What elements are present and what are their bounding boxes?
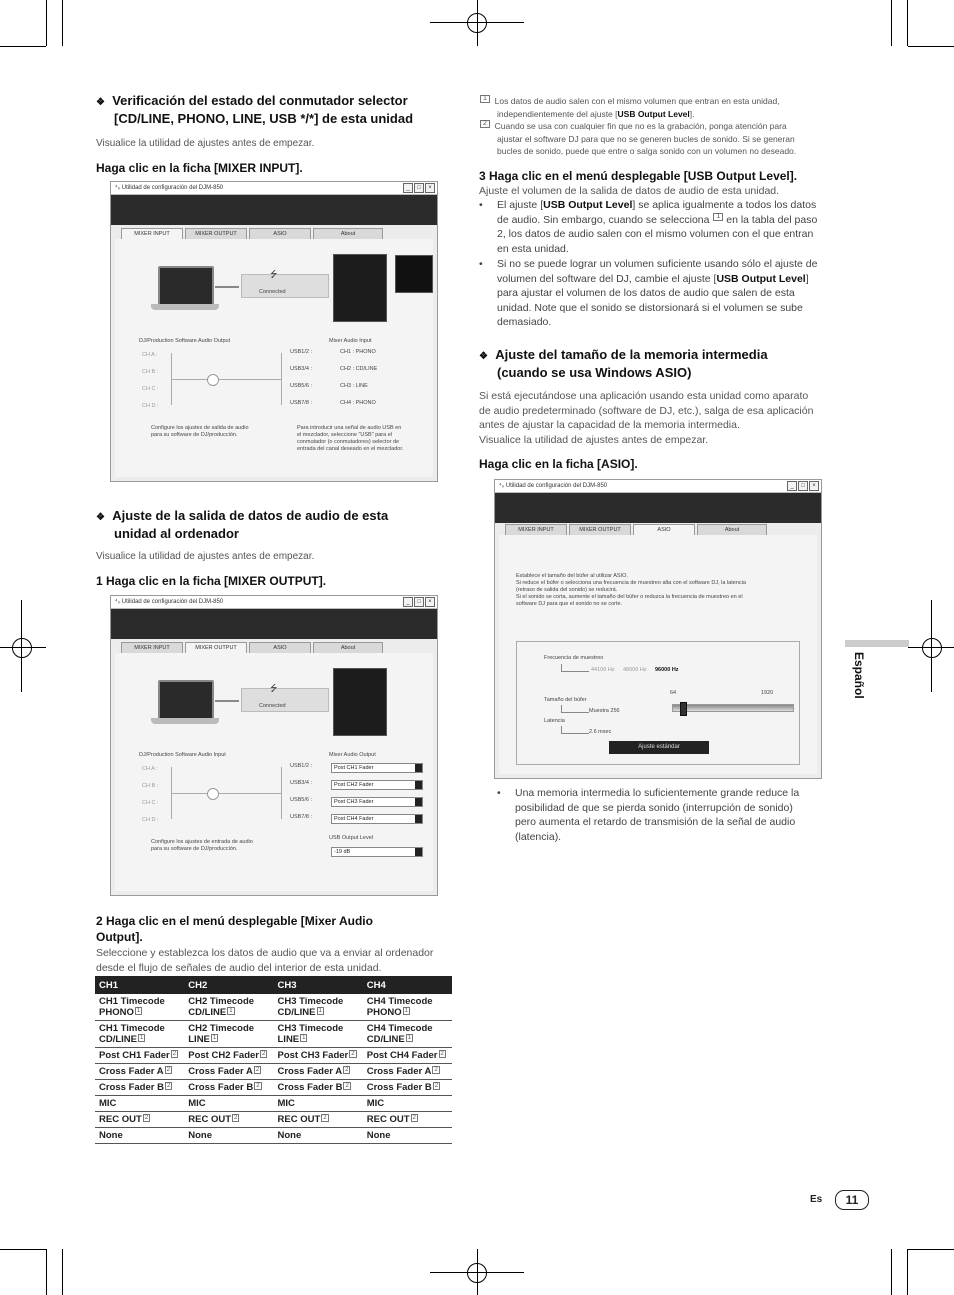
ch-b-label: CH B : (142, 369, 159, 375)
table-row (95, 1021, 452, 1048)
software-audio-output-heading: DJ/Production Software Audio Output (139, 338, 231, 344)
footnote-ref: 1 (407, 1035, 412, 1041)
table-cell: Cross Fader B 2 (363, 1080, 452, 1096)
connected-status: Connected (259, 703, 286, 709)
usb-icon: ⭍ (270, 683, 278, 693)
tab-asio[interactable]: ASIO (249, 228, 311, 240)
section3-step: Haga clic en la ficha [ASIO]. (479, 457, 638, 471)
ch-c-label: CH C : (142, 800, 159, 806)
table-cell: CH3 Timecode LINE 1 (274, 1021, 363, 1048)
tab-asio[interactable]: ASIO (633, 524, 695, 536)
footnote-ref: 2 (166, 1083, 171, 1089)
table-cell: Cross Fader B 2 (184, 1080, 273, 1096)
table-cell: Post CH4 Fader 2 (363, 1048, 452, 1064)
usb-port-image (395, 255, 433, 293)
language-code: Es (810, 1194, 823, 1205)
footnote-ref: 2 (412, 1115, 416, 1121)
minimize-button[interactable]: _ (403, 183, 413, 193)
usb-icon: ⭍ (270, 269, 278, 279)
sample-rate-44100[interactable]: 44100 Hz (591, 667, 615, 673)
ch-c-label: CH C : (142, 386, 159, 392)
footnote-ref: 2 (234, 1115, 238, 1121)
table-cell: REC OUT 2 (274, 1112, 363, 1128)
usb34-label: USB3/4 : (290, 780, 313, 786)
table-cell: MIC (95, 1096, 184, 1112)
language-tab-label: Español (852, 652, 866, 699)
bullet-1: • El ajuste [USB Output Level] se aplica igualmente a todos los datos de audio. Sin embargo, cuando se selecciona 1 en la tabla del paso 2, los datos de audio salen con el mismo volumen con el que entran en esta unidad. (479, 199, 818, 255)
footnote-ref: 2 (262, 1051, 266, 1057)
usb56-label: USB5/6 : (290, 797, 313, 803)
mixer-output-table (95, 976, 452, 1144)
footnote-ref: 2 (166, 1067, 170, 1073)
tab-mixer-output[interactable]: MIXER OUTPUT (185, 642, 247, 654)
close-button[interactable]: × (425, 183, 435, 193)
tab-asio[interactable]: ASIO (249, 642, 311, 654)
table-cell: MIC (184, 1096, 273, 1112)
window-titlebar: ⁴₀ Utilidad de configuración del DJM-850 _ □ × (495, 480, 821, 493)
ch-b-label: CH B : (142, 783, 159, 789)
table-cell: MIC (274, 1096, 363, 1112)
note-software-output: Configure los ajustes de salida de audio para su software de DJ/producción. (151, 425, 249, 438)
tab-mixer-input[interactable]: MIXER INPUT (121, 642, 183, 654)
connected-status: Connected (259, 289, 286, 295)
table-cell: None (363, 1128, 452, 1144)
bullet-3: • Una memoria intermedia lo suficientemente grande reduce la posibilidad de que se pierda sonido (interrupción de sonido) pero aumenta el retardo de transmisión de la señal de audio (latencia). (497, 787, 800, 843)
maximize-button[interactable]: □ (414, 183, 424, 193)
ch1-input-value: CH1 : PHONO (340, 349, 376, 355)
usb12-label: USB1/2 : (290, 763, 313, 769)
utility-window-mixer-output (110, 595, 438, 896)
buffer-size-value: Muestra 256 (589, 708, 620, 714)
table-cell: Cross Fader A 2 (184, 1064, 273, 1080)
section3-title: ❖ Ajuste del tamaño de la memoria intermedia (cuando se usa Windows ASIO) (479, 347, 768, 380)
usb12-label: USB1/2 : (290, 349, 313, 355)
table-row (95, 1112, 452, 1128)
note-software-input: Configure los ajustes de entrada de audio para su software de DJ/producción. (151, 839, 253, 852)
ch4-input-value: CH4 : PHONO (340, 400, 376, 406)
footnote-ref: 1 (136, 1008, 141, 1014)
usb56-label: USB5/6 : (290, 383, 313, 389)
footnote-ref: 2 (434, 1067, 438, 1073)
table-row (95, 1080, 452, 1096)
minimize-button[interactable]: _ (403, 597, 413, 607)
footnote-ref: 1 (318, 1008, 322, 1014)
table-cell: CH3 Timecode CD/LINE 1 (274, 994, 363, 1021)
app-icon: ⁴₀ (499, 483, 506, 489)
close-button[interactable]: × (425, 597, 435, 607)
usb78-label: USB7/8 : (290, 400, 313, 406)
ch-d-label: CH D : (142, 817, 159, 823)
footnote-ref: 2 (144, 1115, 149, 1121)
footnote-ref: 2 (255, 1067, 260, 1073)
footnote-ref: 2 (256, 1083, 260, 1089)
latency-value: 2.6 msec (589, 729, 612, 735)
buffer-min-label: 64 (670, 690, 677, 696)
table-header-ch3: CH3 (274, 976, 363, 994)
utility-window-mixer-input (110, 181, 438, 482)
buffer-slider-thumb[interactable] (680, 702, 687, 716)
footnote-ref: 1 (404, 1008, 408, 1014)
table-header-ch1: CH1 (95, 976, 184, 994)
sample-rate-96000[interactable]: 96000 Hz (655, 667, 679, 673)
maximize-button[interactable]: □ (414, 597, 424, 607)
section2-body: Visualice la utilidad de ajustes antes de empezar. (96, 551, 315, 562)
footnote-ref: 2 (434, 1083, 439, 1089)
table-header-ch4: CH4 (363, 976, 452, 994)
usb-output-level-label: USB Output Level (329, 835, 374, 841)
section1-title: ❖ Verificación del estado del conmutador selector [CD/LINE, PHONO, LINE, USB */*] de esta unidad (96, 93, 414, 126)
section2-step2-body: Seleccione y establezca los datos de audio que va a enviar al ordenador desde el flujo de señales de audio del interior de esta unidad. (96, 947, 434, 974)
usb34-output-dropdown[interactable]: Post CH2 Fader (331, 780, 423, 790)
app-icon: ⁴₀ (115, 599, 122, 605)
asio-settings-box (516, 641, 800, 765)
ch-a-label: CH A : (142, 352, 158, 358)
sample-rate-48000[interactable]: 48000 Hz (623, 667, 647, 673)
footnote-ref: 2 (345, 1083, 349, 1089)
table-cell: REC OUT 2 (363, 1112, 452, 1128)
mixer-image (333, 668, 387, 736)
mixer-audio-input-heading: Mixer Audio Input (329, 338, 372, 344)
footnote-ref: 2 (345, 1067, 349, 1073)
usb-output-level-dropdown[interactable]: -19 dB (331, 847, 423, 857)
asio-description: Establece el tamaño del búfer al utilizar ASIO. Si reduce el búfer o selecciona una frecuencia de muestreo alta con el software DJ, la latencia (retraso de salida del sonido) se reducirá. Si el sonido se corta, aumente el tamaño del búfer o reduzca la frecuencia de muestreo en el software DJ para que el sonido no se corte. (516, 573, 746, 607)
table-header-ch2: CH2 (184, 976, 273, 994)
footnote-ref: 1 (229, 1008, 233, 1014)
table-cell: Cross Fader A 2 (95, 1064, 184, 1080)
laptop-icon (158, 680, 214, 720)
table-cell: REC OUT 2 (95, 1112, 184, 1128)
window-titlebar: ⁴₀ Utilidad de configuración del DJM-850 _ □ × (111, 182, 437, 195)
routing-node-icon (207, 374, 219, 386)
footnote-1: 1 Los datos de audio salen con el mismo volumen que entran en esta unidad, independientemente del ajuste [USB Output Level]. (479, 95, 839, 120)
language-tab-bar (845, 640, 909, 647)
footnote-ref: 2 (351, 1051, 355, 1057)
software-audio-input-heading: DJ/Production Software Audio Input (139, 752, 226, 758)
tab-about[interactable]: About (313, 642, 383, 654)
app-icon: ⁴₀ (115, 185, 122, 191)
latency-label: Latencia (544, 718, 565, 724)
section1-body: Visualice la utilidad de ajustes antes de empezar. (96, 138, 315, 149)
usb12-output-dropdown[interactable]: Post CH1 Fader (331, 763, 423, 773)
table-cell: Cross Fader A 2 (363, 1064, 452, 1080)
table-cell: CH2 Timecode LINE 1 (184, 1021, 273, 1048)
table-cell: Post CH3 Fader 2 (274, 1048, 363, 1064)
step3-heading: 3 Haga clic en el menú desplegable [USB Output Level]. (479, 169, 798, 183)
page-number: 11 (835, 1190, 869, 1210)
maximize-button[interactable]: □ (798, 481, 808, 491)
table-cell: CH2 Timecode CD/LINE 1 (184, 994, 273, 1021)
window-titlebar: ⁴₀ Utilidad de configuración del DJM-850 _ □ × (111, 596, 437, 609)
laptop-icon (158, 266, 214, 306)
usb56-output-dropdown[interactable]: Post CH3 Fader (331, 797, 423, 807)
routing-node-icon (207, 788, 219, 800)
table-cell: CH1 Timecode PHONO 1 (95, 994, 184, 1021)
table-cell: REC OUT 2 (184, 1112, 273, 1128)
footnote-ref: 1 (302, 1035, 306, 1041)
table-cell: None (274, 1128, 363, 1144)
footnote-ref: 1 (212, 1035, 217, 1041)
footnote-ref: 1 (140, 1035, 144, 1041)
footnote-ref: 2 (172, 1051, 177, 1057)
ch3-input-value: CH3 : LINE (340, 383, 368, 389)
table-cell: CH4 Timecode CD/LINE 1 (363, 1021, 452, 1048)
minimize-button[interactable]: _ (787, 481, 797, 491)
usb78-label: USB7/8 : (290, 814, 313, 820)
buffer-max-label: 1920 (761, 690, 774, 696)
table-cell: Cross Fader B 2 (274, 1080, 363, 1096)
mixer-image (333, 254, 387, 322)
table-row (95, 1096, 452, 1112)
sample-rate-label: Frecuencia de muestreo (544, 655, 604, 661)
note-usb-input: Para introducir una señal de audio USB en el mezclador, seleccione "USB" para el conmutador (o conmutadores) selector de entrada del canal deseado en el mezclador. (297, 425, 404, 452)
table-cell: None (184, 1128, 273, 1144)
table-cell: Cross Fader A 2 (274, 1064, 363, 1080)
tab-about[interactable]: About (313, 228, 383, 240)
table-row (95, 1064, 452, 1080)
bullet-2: • Si no se puede lograr un volumen suficiente usando sólo el ajuste de volumen del software del DJ, cambie el ajuste [USB Output Level] para ajustar el volumen de los datos de audio que salen de esta unidad. Note que el sonido se distorsionará si el volumen se sube demasiado. (479, 258, 818, 328)
tab-mixer-input[interactable]: MIXER INPUT (505, 524, 567, 536)
table-cell: Post CH2 Fader 2 (184, 1048, 273, 1064)
footnote-2: 2 Cuando se usa con cualquier fin que no es la grabación, ponga atención para ajustar el software DJ para que no se generen bucles de sonido. Si se generan bucles de sonido, puede que entre o salga sonido con un volumen no deseado. (479, 120, 839, 158)
mixer-audio-output-heading: Mixer Audio Output (329, 752, 376, 758)
table-cell: CH4 Timecode PHONO 1 (363, 994, 452, 1021)
tab-mixer-input[interactable]: MIXER INPUT (121, 228, 183, 240)
section2-step2: 2 Haga clic en el menú desplegable [Mixer Audio Output]. (96, 914, 373, 944)
table-row (95, 994, 452, 1021)
section2-step1: 1 Haga clic en la ficha [MIXER OUTPUT]. (96, 574, 327, 588)
table-cell: MIC (363, 1096, 452, 1112)
tab-mixer-output[interactable]: MIXER OUTPUT (185, 228, 247, 240)
table-cell: None (95, 1128, 184, 1144)
ch-d-label: CH D : (142, 403, 159, 409)
close-button[interactable]: × (809, 481, 819, 491)
table-cell: CH1 Timecode CD/LINE 1 (95, 1021, 184, 1048)
section2-title: ❖ Ajuste de la salida de datos de audio de esta unidad al ordenador (96, 508, 389, 541)
table-row (95, 1128, 452, 1144)
usb34-label: USB3/4 : (290, 366, 313, 372)
usb78-output-dropdown[interactable]: Post CH4 Fader (331, 814, 423, 824)
utility-window-asio (494, 479, 822, 779)
section3-body: Si está ejecutándose una aplicación usando esta unidad como aparato de audio predeterminado (software de DJ, etc.), salga de esa aplicación antes de ajustar la capacidad de la memoria intermedia. Visualice la utilidad de ajustes antes de empezar. (479, 390, 814, 446)
table-cell: Post CH1 Fader 2 (95, 1048, 184, 1064)
footnote-ref: 2 (323, 1115, 327, 1121)
table-cell: Cross Fader B 2 (95, 1080, 184, 1096)
default-settings-button[interactable]: Ajuste estándar (609, 741, 709, 754)
step3-body: Ajuste el volumen de la salida de datos de audio de esta unidad. (479, 185, 780, 197)
ch-a-label: CH A : (142, 766, 158, 772)
section1-step: Haga clic en la ficha [MIXER INPUT]. (96, 161, 303, 175)
footnote-ref: 2 (440, 1051, 444, 1057)
buffer-size-label: Tamaño del búfer (544, 697, 587, 703)
tab-mixer-output[interactable]: MIXER OUTPUT (569, 524, 631, 536)
ch2-input-value: CH2 : CD/LINE (340, 366, 378, 372)
table-row (95, 1048, 452, 1064)
buffer-size-slider[interactable] (672, 704, 794, 712)
tab-about[interactable]: About (697, 524, 767, 536)
